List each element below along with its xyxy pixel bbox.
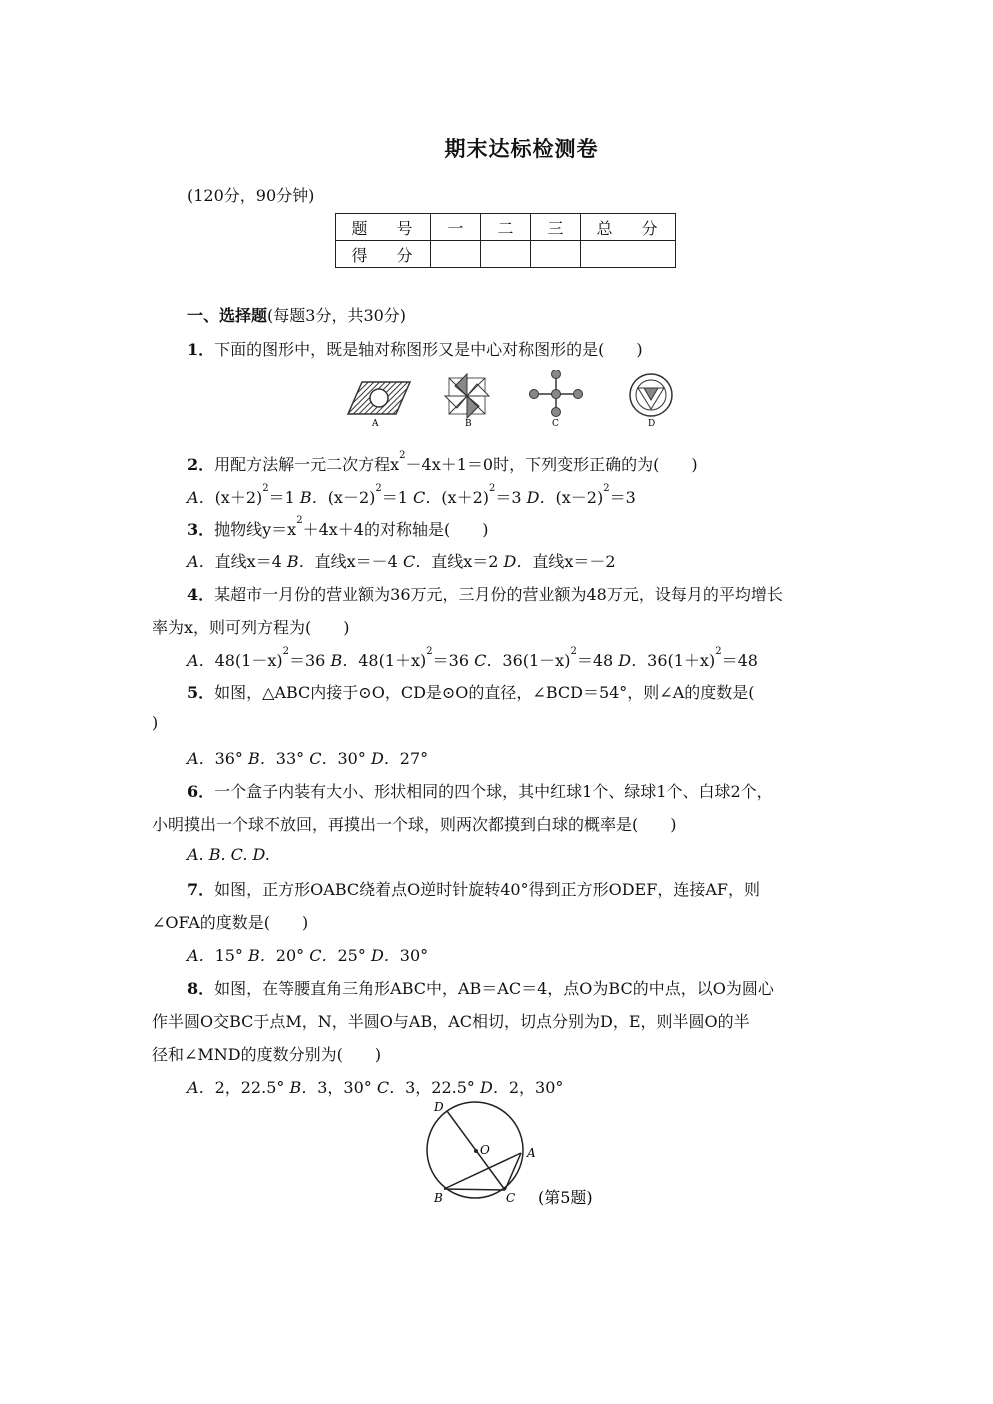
question-7	[187, 877, 760, 900]
point-o-label: O	[480, 1143, 490, 1157]
figure-a-parallelogram	[348, 382, 410, 414]
question-2-options	[187, 485, 636, 508]
score-table-cell: 得 分	[336, 241, 431, 268]
option-letter: B．	[330, 651, 359, 670]
option-text[interactable]: ＝48	[721, 651, 758, 670]
question-number: 1．	[187, 340, 215, 359]
question-4	[187, 582, 783, 605]
option-text[interactable]: (x－2)	[327, 488, 376, 507]
option-text[interactable]: 36(1＋x)	[647, 651, 716, 670]
option-letter: D．	[480, 1078, 509, 1097]
question-text: 如图，在等腰直角三角形ABC中，AB＝AC＝4，点O为BC的中点，以O为圆心	[214, 979, 774, 998]
option-letter: C．	[402, 552, 432, 571]
question-4-options	[187, 648, 758, 671]
option-text[interactable]: 3，30°	[317, 1078, 372, 1097]
score-input-cell[interactable]	[531, 241, 581, 268]
question-3-options	[187, 549, 616, 572]
option-letter: B．	[289, 1078, 318, 1097]
question-2	[187, 452, 698, 475]
score-input-cell[interactable]	[431, 241, 481, 268]
point-d-label: D	[434, 1100, 444, 1114]
question-number: 5．	[187, 683, 215, 702]
option-letter: D．	[526, 488, 556, 507]
question-6-cont: 小明摸出一个球不放回，再摸出一个球，则两次都摸到白球的概率是( )	[152, 815, 677, 834]
option-text[interactable]: ＝1	[268, 488, 295, 507]
point-c-label: C	[506, 1191, 516, 1205]
section-heading	[187, 303, 406, 326]
option-text[interactable]: 15°	[214, 946, 243, 965]
option-letter: A．	[187, 946, 215, 965]
option-text[interactable]: 直线x＝2	[431, 552, 499, 571]
option-text[interactable]: 27°	[399, 749, 429, 768]
option-letter: C．	[376, 1078, 406, 1097]
score-input-cell[interactable]	[581, 241, 676, 268]
question-text: 用配方法解一元二次方程x	[214, 455, 400, 474]
score-table	[335, 213, 676, 268]
question-text: ＋4x＋4的对称轴是( )	[302, 520, 489, 539]
option-text[interactable]: 20°	[275, 946, 305, 965]
point-b-label: B	[434, 1191, 443, 1205]
question-3	[187, 517, 488, 540]
superscript: 2	[489, 483, 496, 494]
option-text[interactable]: 2，22.5°	[214, 1078, 285, 1097]
figure-b-pinwheel	[445, 374, 489, 418]
question-8-cont: 径和∠MND的度数分别为( )	[152, 1045, 382, 1064]
section-heading-label: 一、选择题	[187, 306, 268, 325]
superscript: 2	[603, 483, 610, 494]
question-text: 一个盒子内装有大小、形状相同的四个球，其中红球1个、绿球1个、白球2个，	[214, 782, 773, 801]
option-letter: D．	[503, 552, 533, 571]
option-letter: B．	[286, 552, 315, 571]
option-letter: A．	[187, 651, 215, 670]
option-letter: C．	[474, 651, 503, 670]
point-a-label: A	[527, 1146, 536, 1160]
question-6-options[interactable]: A. B. C. D.	[187, 845, 270, 864]
exam-meta: (120分，90分钟)	[187, 186, 315, 205]
page-title: 期末达标检测卷	[444, 136, 599, 161]
option-text[interactable]: 2，30°	[508, 1078, 564, 1097]
option-letter: D．	[618, 651, 648, 670]
score-table-score-row	[336, 241, 676, 268]
question-8-options	[187, 1075, 563, 1098]
question-8-cont: 作半圆O交BC于点M，N，半圆O与AB，AC相切，切点分别为D，E，则半圆O的半	[152, 1012, 750, 1031]
question-text: 如图，△ABC内接于⊙O，CD是⊙O的直径，∠BCD＝54°，则∠A的度数是(	[214, 683, 755, 702]
superscript: 2	[375, 483, 382, 494]
option-text[interactable]: 直线x＝4	[214, 552, 282, 571]
option-text[interactable]: (x＋2)	[441, 488, 489, 507]
option-letter: A．	[187, 488, 215, 507]
superscript: 2	[296, 515, 303, 526]
figure-c-label: C	[552, 419, 559, 429]
question-7-cont: ∠OFA的度数是( )	[152, 913, 309, 932]
superscript: 2	[399, 450, 406, 461]
question-8	[187, 976, 774, 999]
option-text[interactable]: 36°	[214, 749, 243, 768]
superscript: 2	[570, 646, 577, 657]
option-text[interactable]: 33°	[275, 749, 305, 768]
option-letter: D．	[370, 946, 400, 965]
figure-d-label: D	[648, 419, 656, 429]
option-letter: B．	[248, 946, 276, 965]
score-table-cell: 三	[531, 214, 581, 241]
option-text[interactable]: ＝3	[495, 488, 522, 507]
option-letter: A．	[187, 1078, 215, 1097]
option-text[interactable]: 48(1－x)	[214, 651, 283, 670]
option-letter: A．	[187, 552, 215, 571]
superscript: 2	[715, 646, 722, 657]
option-text[interactable]: 直线x＝－2	[532, 552, 616, 571]
question-text: 抛物线y＝x	[214, 520, 297, 539]
option-text[interactable]: ＝48	[576, 651, 614, 670]
question-5	[187, 680, 755, 703]
question-5-options	[187, 746, 428, 769]
score-table-cell: 一	[431, 214, 481, 241]
option-letter: B．	[248, 749, 276, 768]
option-letter: B．	[299, 488, 328, 507]
figure-caption: (第5题)	[538, 1188, 593, 1207]
question-1	[187, 337, 643, 360]
superscript: 2	[426, 646, 433, 657]
question-5-cont: )	[152, 713, 159, 732]
question-number: 6．	[187, 782, 215, 801]
option-letter: A．	[187, 749, 215, 768]
option-text[interactable]: (x＋2)	[214, 488, 263, 507]
question-number: 2．	[187, 455, 215, 474]
option-text[interactable]: ＝36	[432, 651, 470, 670]
option-text[interactable]: ＝3	[609, 488, 636, 507]
question-number: 8．	[187, 979, 215, 998]
score-input-cell[interactable]	[481, 241, 531, 268]
question-text: 如图，正方形OABC绕着点O逆时针旋转40°得到正方形ODEF，连接AF，则	[214, 880, 760, 899]
option-letter: D．	[370, 749, 400, 768]
option-letter: C．	[413, 488, 442, 507]
figure-a-label: A	[372, 419, 379, 429]
figure-c-cross	[530, 370, 583, 417]
score-table-header-row	[336, 214, 676, 241]
option-text[interactable]: ＝1	[381, 488, 408, 507]
score-table-cell: 二	[481, 214, 531, 241]
option-text[interactable]: 25°	[337, 946, 366, 965]
question-text: －4x＋1＝0时，下列变形正确的为( )	[405, 455, 698, 474]
score-table-cell: 题 号	[336, 214, 431, 241]
superscript: 2	[262, 483, 269, 494]
option-letter: C．	[309, 749, 338, 768]
superscript: 2	[282, 646, 289, 657]
question-number: 3．	[187, 520, 215, 539]
q1-figures	[340, 370, 690, 432]
score-table-cell: 总 分	[581, 214, 676, 241]
question-4-cont: 率为x，则可列方程为( )	[152, 618, 350, 637]
question-number: 7．	[187, 880, 215, 899]
option-text[interactable]: 直线x＝－4	[314, 552, 398, 571]
figure-d-circles-triangle	[630, 374, 672, 416]
question-6	[187, 779, 773, 802]
figure-b-label: B	[465, 419, 472, 429]
option-text[interactable]: 3，22.5°	[405, 1078, 475, 1097]
question-text: 某超市一月份的营业额为36万元，三月份的营业额为48万元，设每月的平均增长	[214, 585, 783, 604]
question-number: 4．	[187, 585, 215, 604]
section-heading-note: (每题3分，共30分)	[267, 306, 407, 325]
option-text[interactable]: (x－2)	[555, 488, 604, 507]
question-text: 下面的图形中，既是轴对称图形又是中心对称图形的是( )	[214, 340, 643, 359]
question-7-options	[187, 943, 428, 966]
option-text[interactable]: 30°	[399, 946, 429, 965]
option-text[interactable]: ＝36	[289, 651, 326, 670]
option-letter: C．	[309, 946, 338, 965]
option-text[interactable]: 36(1－x)	[502, 651, 571, 670]
option-text[interactable]: 48(1＋x)	[358, 651, 427, 670]
figure-q5-circle	[420, 1100, 620, 1210]
option-text[interactable]: 30°	[337, 749, 366, 768]
